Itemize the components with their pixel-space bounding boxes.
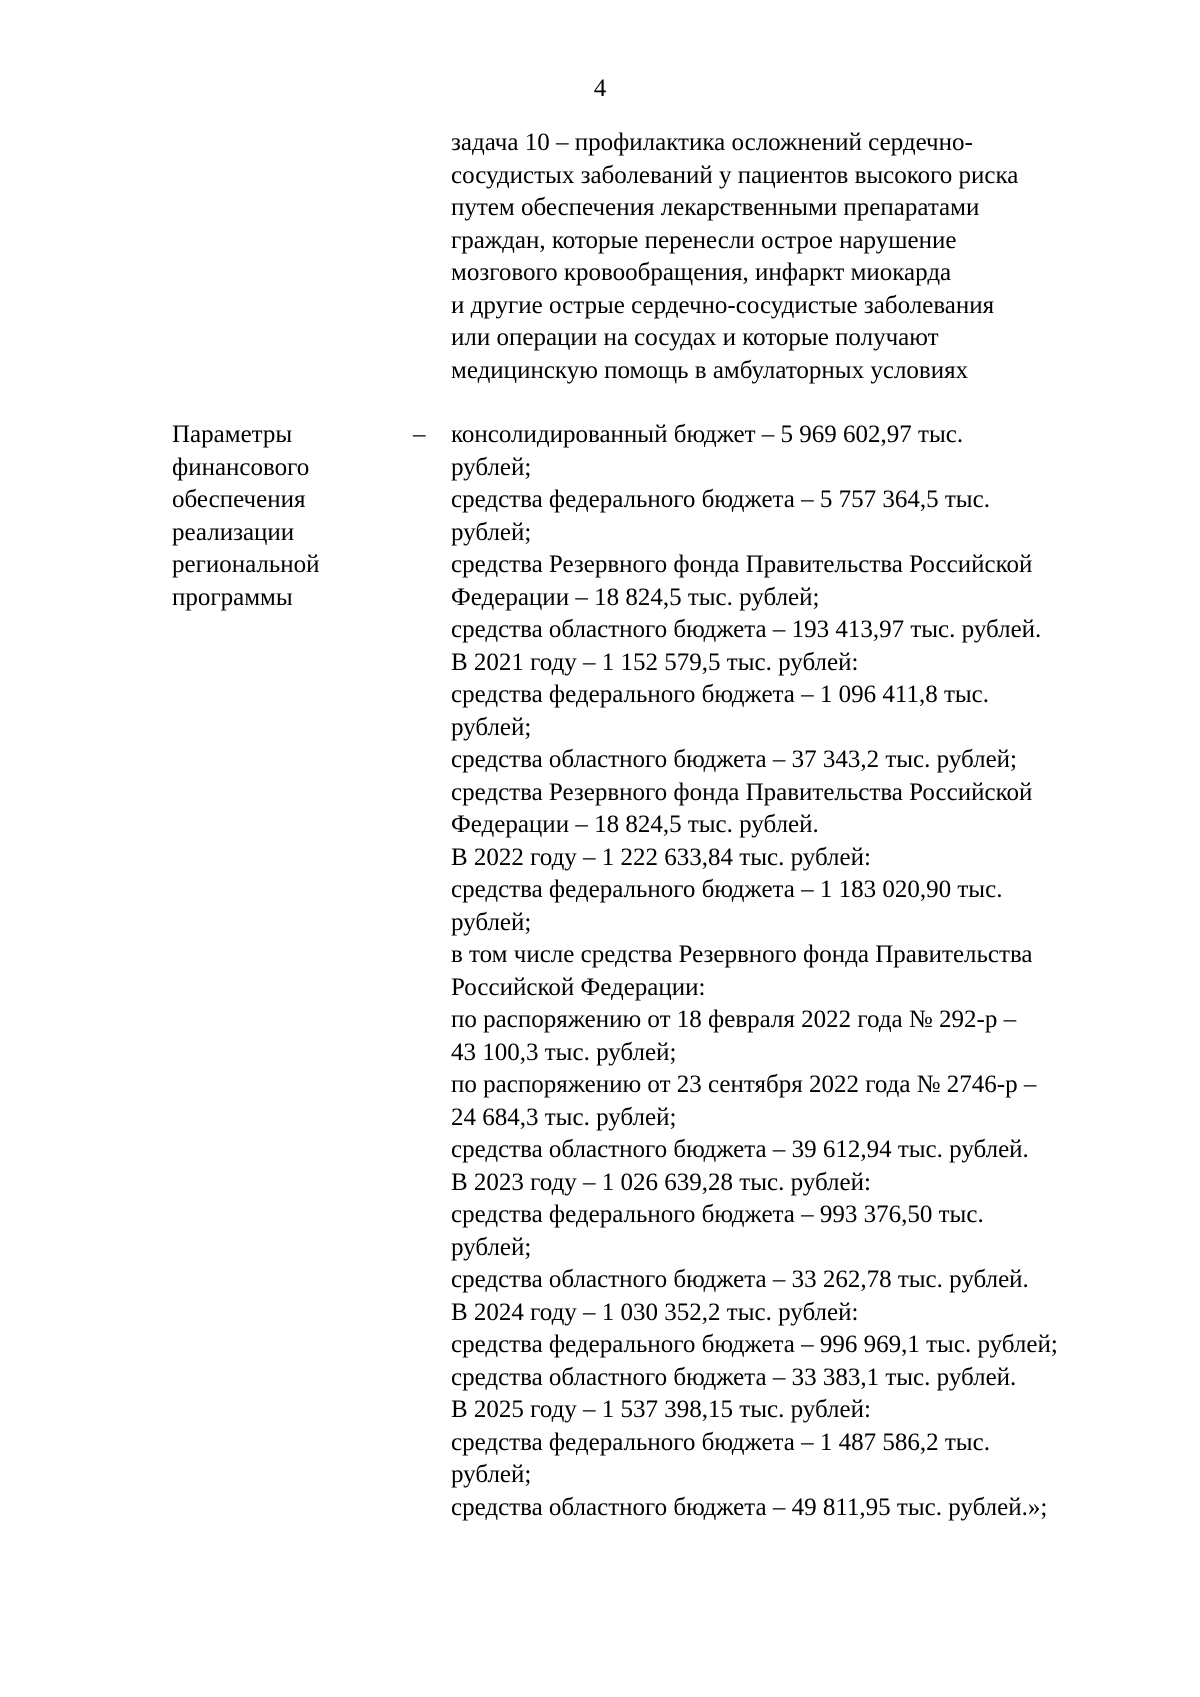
- value-line: средства Резервного фонда Правительства Российской: [451, 778, 1033, 806]
- label-line: программы: [172, 583, 293, 611]
- value-line: В 2024 году – 1 030 352,2 тыс. рублей:: [451, 1298, 859, 1326]
- value-line: Российской Федерации:: [451, 973, 706, 1001]
- value-line: рублей;: [451, 453, 532, 481]
- value-line: рублей;: [451, 518, 532, 546]
- value-line: В 2021 году – 1 152 579,5 тыс. рублей:: [451, 648, 859, 676]
- task-line: путем обеспечения лекарственными препаратами: [451, 194, 980, 221]
- task-line: или операции на сосудах и которые получают: [451, 324, 939, 351]
- task-description: [451, 127, 1171, 387]
- task-line: медицинскую помощь в амбулаторных условиях: [451, 356, 969, 384]
- value-line: средства областного бюджета – 39 612,94 тыс. рублей.: [451, 1136, 1029, 1163]
- value-line: средства федерального бюджета – 1 183 020,90 тыс.: [451, 876, 1003, 903]
- task-line: сосудистых заболеваний у пациентов высокого риска: [451, 161, 1019, 189]
- financing-parameters-value: [451, 419, 1171, 1524]
- value-line: по распоряжению от 18 февраля 2022 года № 292-р –: [451, 1006, 1017, 1033]
- value-line: рублей;: [451, 713, 532, 741]
- value-line: средства Резервного фонда Правительства Российской: [451, 551, 1033, 578]
- value-line: рублей;: [451, 1461, 532, 1488]
- value-line: консолидированный бюджет – 5 969 602,97 тыс.: [451, 421, 964, 448]
- page-number: 4: [593, 75, 607, 102]
- value-line: В 2022 году – 1 222 633,84 тыс. рублей:: [451, 843, 871, 871]
- label-line: обеспечения: [172, 486, 306, 513]
- value-line: В 2023 году – 1 026 639,28 тыс. рублей:: [451, 1168, 871, 1196]
- value-line: средства федерального бюджета – 1 096 411,8 тыс.: [451, 681, 990, 708]
- value-line: средства областного бюджета – 193 413,97 тыс. рублей.: [451, 616, 1042, 643]
- value-line: в том числе средства Резервного фонда Правительства: [451, 941, 1033, 968]
- financing-parameters-label: [172, 419, 392, 614]
- value-line: средства федерального бюджета – 5 757 364,5 тыс.: [451, 486, 990, 513]
- value-line: средства областного бюджета – 33 262,78 тыс. рублей.: [451, 1266, 1029, 1293]
- value-line: средства федерального бюджета – 993 376,50 тыс.: [451, 1201, 984, 1228]
- value-line: по распоряжению от 23 сентября 2022 года № 2746-р –: [451, 1071, 1037, 1098]
- value-line: средства областного бюджета – 33 383,1 тыс. рублей.: [451, 1363, 1017, 1391]
- value-line: В 2025 году – 1 537 398,15 тыс. рублей:: [451, 1396, 871, 1423]
- value-line: средства федерального бюджета – 996 969,1 тыс. рублей;: [451, 1331, 1058, 1358]
- label-line: региональной: [172, 551, 320, 578]
- value-line: средства областного бюджета – 37 343,2 тыс. рублей;: [451, 746, 1017, 773]
- label-separator-dash: –: [413, 421, 426, 448]
- task-line: и другие острые сердечно-сосудистые заболевания: [451, 291, 995, 319]
- value-line: Федерации – 18 824,5 тыс. рублей;: [451, 583, 820, 611]
- label-line: Параметры: [172, 421, 293, 448]
- value-line: 24 684,3 тыс. рублей;: [451, 1103, 677, 1131]
- label-line: реализации: [172, 518, 295, 546]
- value-line: Федерации – 18 824,5 тыс. рублей.: [451, 811, 819, 838]
- task-line: граждан, которые перенесли острое нарушение: [451, 226, 957, 254]
- value-line: рублей;: [451, 1233, 532, 1261]
- value-line: средства областного бюджета – 49 811,95 тыс. рублей.»;: [451, 1493, 1048, 1521]
- task-line: задача 10 – профилактика осложнений сердечно-: [451, 129, 973, 156]
- value-line: рублей;: [451, 908, 532, 936]
- value-line: средства федерального бюджета – 1 487 586,2 тыс.: [451, 1428, 990, 1456]
- label-line: финансового: [172, 453, 310, 481]
- value-line: 43 100,3 тыс. рублей;: [451, 1038, 677, 1066]
- task-line: мозгового кровообращения, инфаркт миокарда: [451, 259, 952, 286]
